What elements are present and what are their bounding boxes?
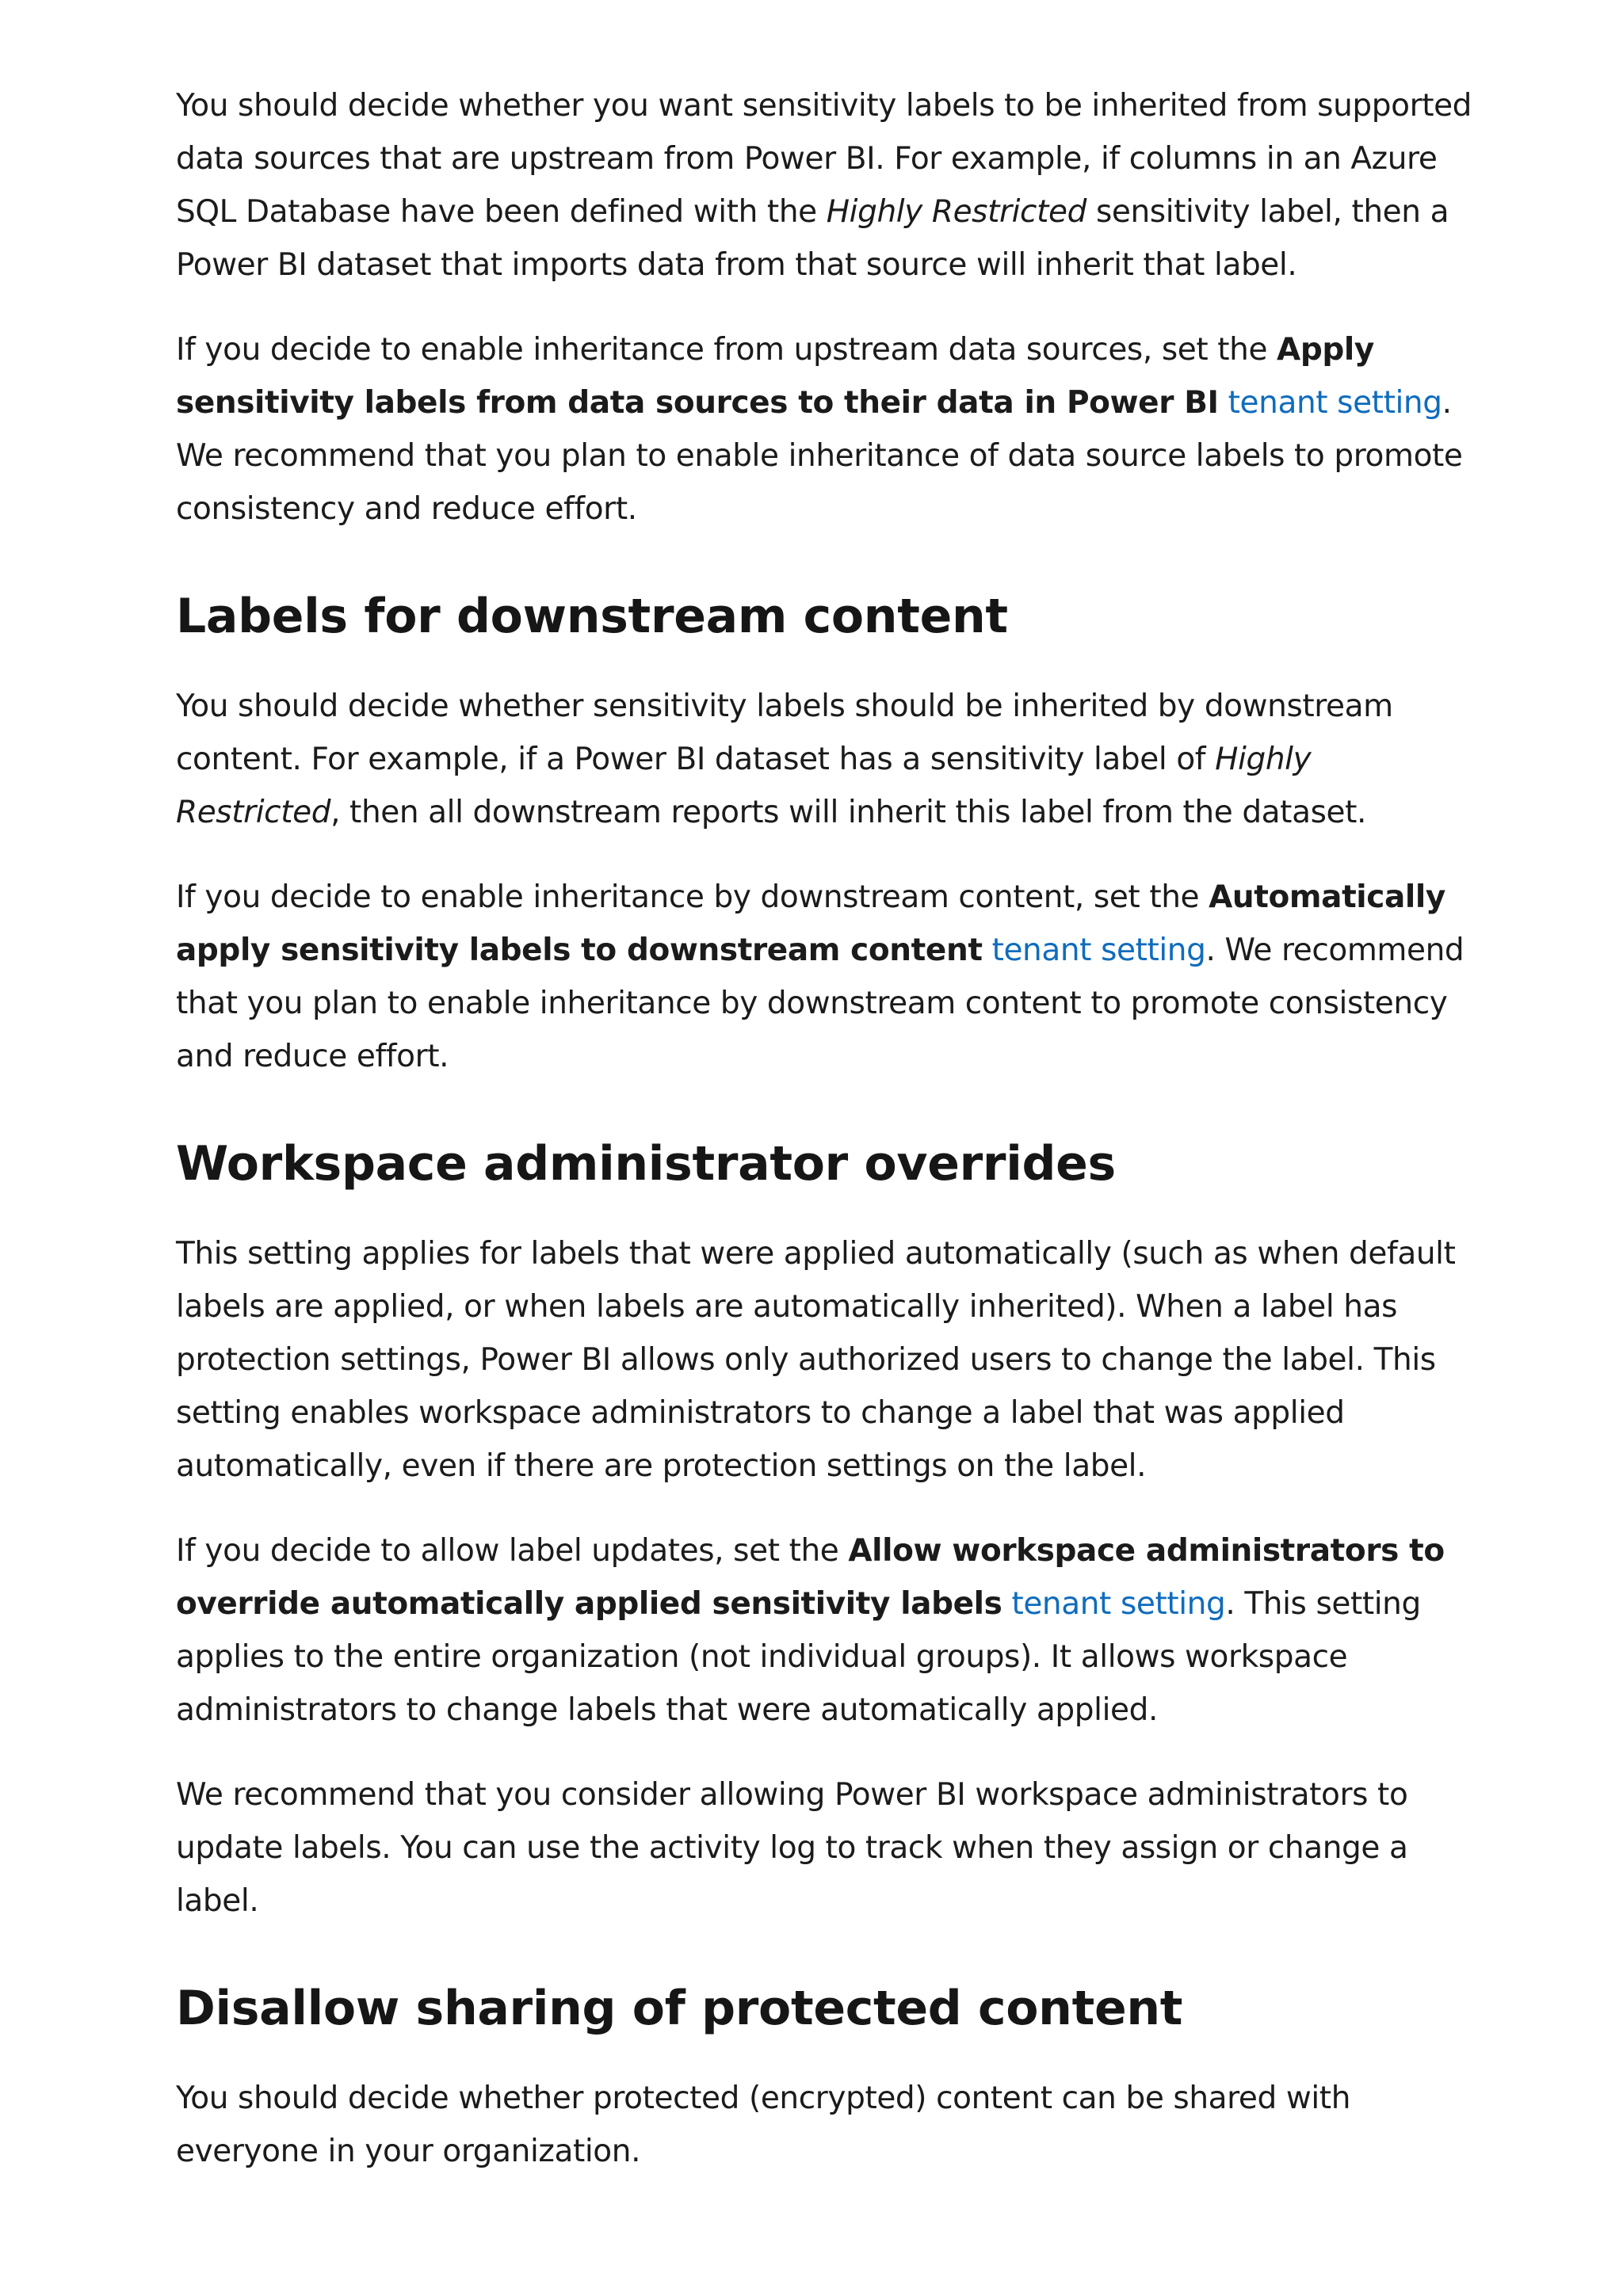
text: . This setting applies to the entire organization (not individual groups). It allows workspace administrators to change labels that were automatically applied. bbox=[176, 1586, 1421, 1728]
downstream-paragraph-1 bbox=[176, 680, 1476, 839]
text: If you decide to enable inheritance from upstream data sources, set the bbox=[176, 332, 1277, 368]
text: If you decide to allow label updates, set the bbox=[176, 1533, 849, 1569]
text: . We recommend that you plan to enable inheritance by downstream content to promote consistency and reduce effort. bbox=[176, 933, 1465, 1074]
setting-name: Apply sensitivity labels from data sources to their data in Power BI bbox=[176, 332, 1374, 421]
setting-name: Allow workspace administrators to override automatically applied sensitivity labels bbox=[176, 1533, 1445, 1622]
intro-paragraph-2 bbox=[176, 323, 1476, 536]
overrides-paragraph-2 bbox=[176, 1524, 1476, 1737]
tenant-setting-link[interactable]: tenant setting bbox=[991, 933, 1206, 968]
emphasis-label-name: Highly Restricted bbox=[176, 742, 1312, 830]
tenant-setting-link[interactable]: tenant setting bbox=[1228, 385, 1442, 421]
overrides-paragraph-3: We recommend that you consider allowing Power BI workspace administrators to update labels. You can use the activity log to track when they assign or change a label. bbox=[176, 1777, 1408, 1919]
heading-disallow-sharing: Disallow sharing of protected content bbox=[176, 1981, 1183, 2036]
text: , then all downstream reports will inherit this label from the dataset. bbox=[330, 795, 1366, 830]
heading-labels-downstream: Labels for downstream content bbox=[176, 589, 1008, 644]
text: If you decide to enable inheritance by downstream content, set the bbox=[176, 879, 1209, 915]
downstream-paragraph-2 bbox=[176, 871, 1476, 1083]
overrides-paragraph-1: This setting applies for labels that were applied automatically (such as when default labels are applied, or when labels are automatically inherited). When a label has protection settings, Power BI allows only authorized users to change the label. This setting enables workspace administrators to change a label that was applied automatically, even if there are protection settings on the label. bbox=[176, 1236, 1456, 1484]
disallow-paragraph-1: You should decide whether protected (encrypted) content can be shared with everyone in your organization. bbox=[176, 2081, 1351, 2169]
text: You should decide whether you want sensitivity labels to be inherited from supported data sources that are upstream from Power BI. For example, if columns in an Azure SQL Database have been defined with the bbox=[176, 88, 1472, 230]
text: sensitivity label, then a Power BI dataset that imports data from that source will inherit that label. bbox=[176, 194, 1449, 283]
setting-name: Automatically apply sensitivity labels to downstream content bbox=[176, 879, 1445, 968]
heading-workspace-overrides: Workspace administrator overrides bbox=[176, 1136, 1116, 1192]
text: You should decide whether sensitivity labels should be inherited by downstream content. For example, if a Power BI dataset has a sensitivity label of bbox=[176, 688, 1393, 777]
intro-paragraph-1 bbox=[176, 79, 1476, 292]
text: . We recommend that you plan to enable inheritance of data source labels to promote consistency and reduce effort. bbox=[176, 385, 1463, 527]
emphasis-label-name: Highly Restricted bbox=[826, 194, 1086, 230]
tenant-setting-link[interactable]: tenant setting bbox=[1011, 1586, 1226, 1622]
article-body bbox=[176, 79, 1476, 2210]
